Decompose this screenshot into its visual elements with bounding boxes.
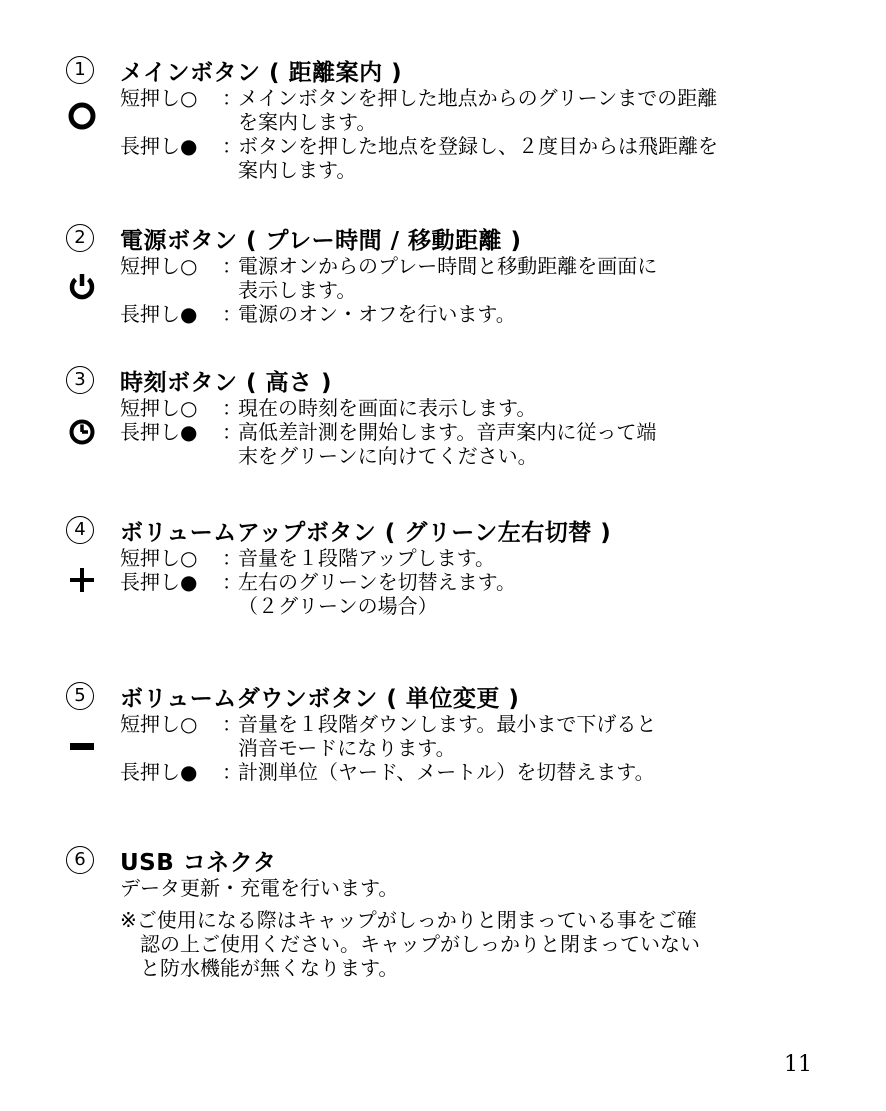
minus-icon xyxy=(66,730,98,762)
short-press-desc: メインボタンを押した地点からのグリーンまでの距離 を案内します。 xyxy=(238,86,718,134)
colon: ： xyxy=(222,134,242,158)
page-number: 11 xyxy=(784,1052,812,1077)
colon: ： xyxy=(222,546,242,570)
long-press-label: 長押し● xyxy=(120,420,198,444)
power-icon xyxy=(66,270,98,302)
section-title: メインボタン ( 距離案内 ) xyxy=(120,60,403,86)
colon: ： xyxy=(222,570,242,594)
section-number: 3 xyxy=(66,366,94,394)
section-title: ボリュームアップボタン ( グリーン左右切替 ) xyxy=(120,520,612,546)
short-press-desc: 現在の時刻を画面に表示します。 xyxy=(238,396,537,420)
clock-icon xyxy=(66,416,98,448)
section-number: 6 xyxy=(66,846,94,874)
short-press-label: 短押し○ xyxy=(120,254,198,278)
long-press-desc: ボタンを押した地点を登録し、２度目からは飛距離を 案内します。 xyxy=(238,134,718,182)
colon: ： xyxy=(222,254,242,278)
long-press-label: 長押し● xyxy=(120,134,198,158)
section-number: 2 xyxy=(66,224,94,252)
long-press-desc: 左右のグリーンを切替えます。 （２グリーンの場合） xyxy=(238,570,516,618)
plus-icon xyxy=(66,564,98,596)
long-press-label: 長押し● xyxy=(120,760,198,784)
colon: ： xyxy=(222,420,242,444)
short-press-desc: 音量を１段階ダウンします。最小まで下げると 消音モードになります。 xyxy=(238,712,657,760)
section-title: 電源ボタン ( プレー時間 / 移動距離 ) xyxy=(120,228,522,254)
usb-note: ※ご使用になる際はキャップがしっかりと閉まっている事をご確 認の上ご使用ください。キャップがしっかりと閉まっていない と防水機能が無くなります。 xyxy=(120,908,700,980)
colon: ： xyxy=(222,86,242,110)
long-press-desc: 高低差計測を開始します。音声案内に従って端 末をグリーンに向けてください。 xyxy=(238,420,657,468)
long-press-label: 長押し● xyxy=(120,570,198,594)
colon: ： xyxy=(222,396,242,420)
section-number: 1 xyxy=(66,56,94,84)
colon: ： xyxy=(222,760,242,784)
section-number: 5 xyxy=(66,682,94,710)
short-press-label: 短押し○ xyxy=(120,546,198,570)
short-press-desc: 音量を１段階アップします。 xyxy=(238,546,495,570)
usb-description: データ更新・充電を行います。 xyxy=(120,876,399,900)
colon: ： xyxy=(222,302,242,326)
short-press-label: 短押し○ xyxy=(120,396,198,420)
section-title: ボリュームダウンボタン ( 単位変更 ) xyxy=(120,686,520,712)
long-press-desc: 電源のオン・オフを行います。 xyxy=(238,302,516,326)
section-title: 時刻ボタン ( 高さ ) xyxy=(120,370,333,396)
short-press-desc: 電源オンからのプレー時間と移動距離を画面に 表示します。 xyxy=(238,254,658,302)
circle-outline-icon xyxy=(66,100,98,132)
colon: ： xyxy=(222,712,242,736)
long-press-desc: 計測単位（ヤード、メートル）を切替えます。 xyxy=(238,760,655,784)
short-press-label: 短押し○ xyxy=(120,86,198,110)
long-press-label: 長押し● xyxy=(120,302,198,326)
short-press-label: 短押し○ xyxy=(120,712,198,736)
section-title: USB コネクタ xyxy=(120,850,277,876)
section-number: 4 xyxy=(66,516,94,544)
